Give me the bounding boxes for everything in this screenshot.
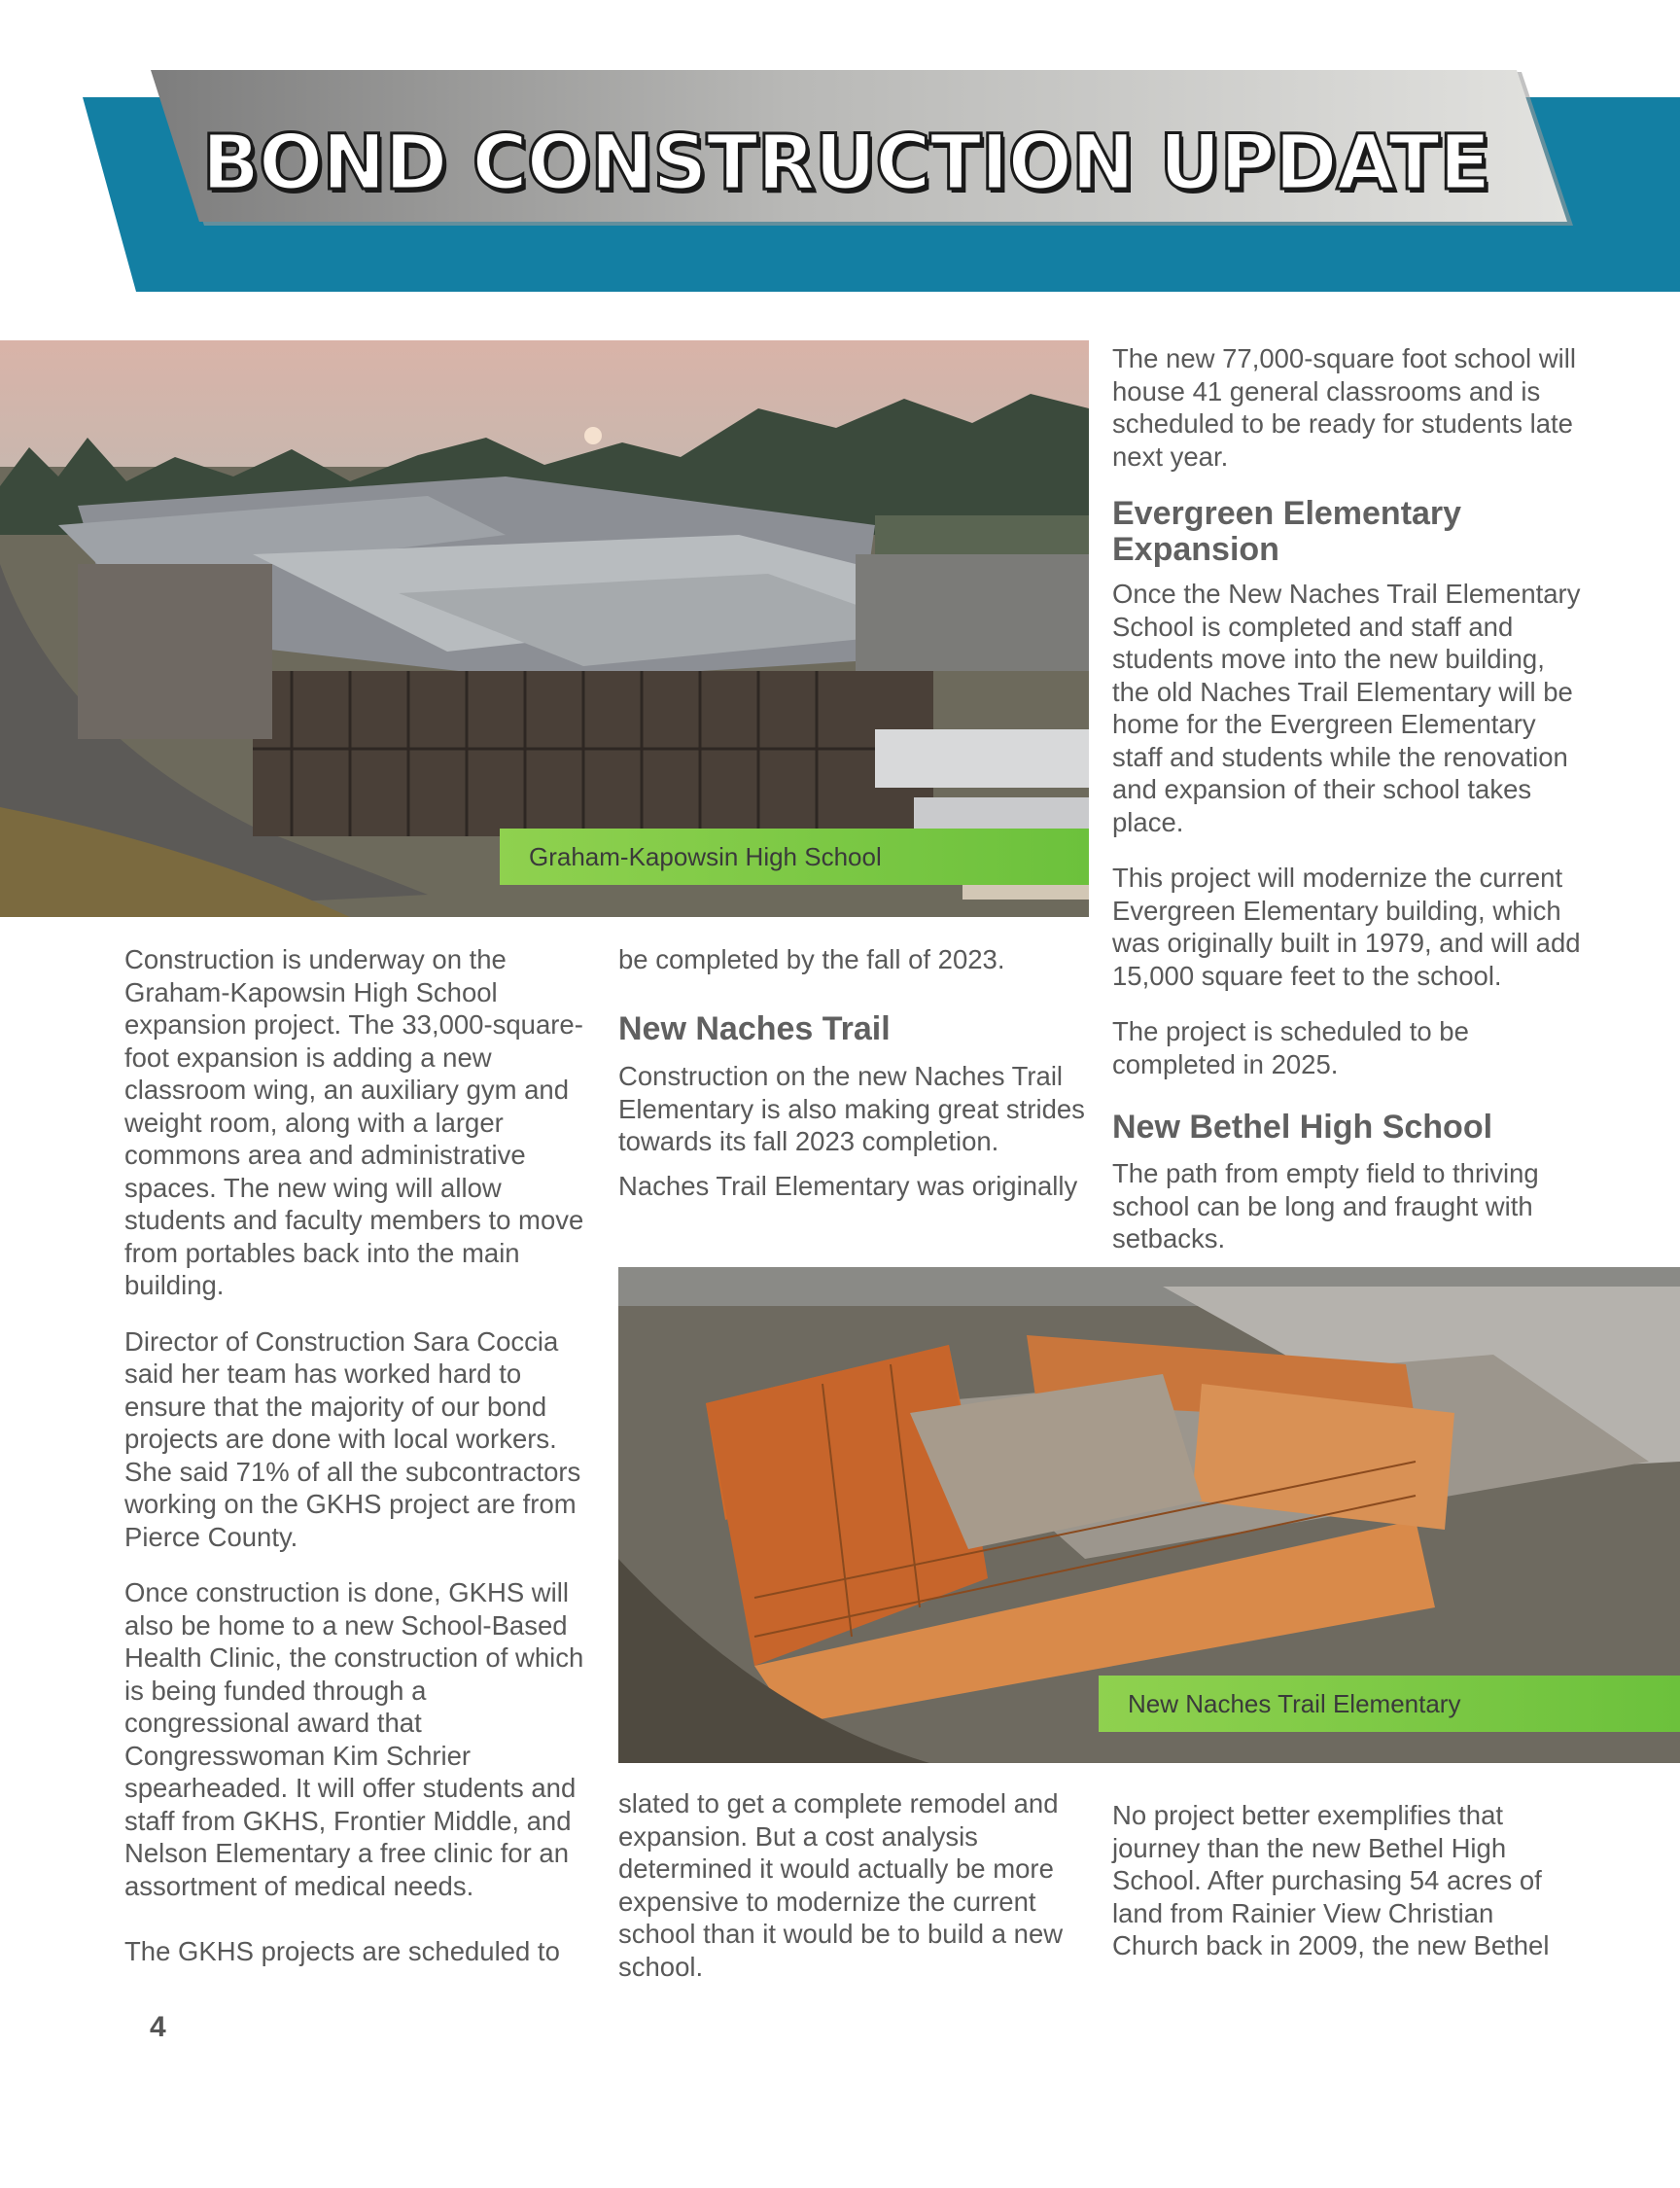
bethel-paragraph-2: No project better exemplifies that journey than the new Bethel High School. After purchasing 54 acres of land from Rainier View Christian Church back in 2009, the new Bethel xyxy=(1112,1800,1550,1960)
bethel-heading: New Bethel High School xyxy=(1112,1109,1493,1146)
column-3-bethel xyxy=(1112,1157,1583,1279)
evergreen-paragraph-3: The project is scheduled to be completed in 2025. xyxy=(1112,1016,1469,1079)
bethel-paragraph-1: The path from empty field to thriving school can be long and fraught with setbacks. xyxy=(1112,1158,1539,1253)
bethel-intro-paragraph: The new 77,000-square foot school will house 41 general classrooms and is scheduled to be ready for students late next year. xyxy=(1112,343,1576,472)
evergreen-paragraph-1: Once the New Naches Trail Elementary School is completed and staff and students move into the new building, the old Naches Trail Elementary will be home for the Evergreen Elementary staff and students while the renovation and expansion of their school takes place. xyxy=(1112,579,1581,837)
column-3-evergreen xyxy=(1112,578,1583,1104)
column-1 xyxy=(124,943,593,1992)
gkhs-paragraph-3: Once construction is done, GKHS will also be home to a new School-Based Health Clinic, the construction of which is being funded through a congressional award that Congresswoman Kim Schrier spearheaded. It will offer students and staff from GKHS, Frontier Middle, and Nelson Elementary a free clinic for an assortment of medical needs. xyxy=(124,1577,584,1901)
evergreen-paragraph-2: This project will modernize the current Evergreen Elementary building, which was originally built in 1979, and will add 15,000 square feet to the school. xyxy=(1112,863,1581,991)
naches-paragraph-2: Naches Trail Elementary was originally xyxy=(618,1170,1078,1201)
gkhs-photo-caption: Graham-Kapowsin High School xyxy=(500,829,1089,885)
page-title: BOND CONSTRUCTION UPDATE xyxy=(201,120,1490,207)
page-number: 4 xyxy=(150,2011,166,2043)
gkhs-paragraph-2: Director of Construction Sara Coccia said her team has worked hard to ensure that the majority of our bond projects are done with local workers. She said 71% of all the subcontractors working on the GKHS project are from Pierce County. xyxy=(124,1325,581,1552)
gkhs-paragraph-continued: be completed by the fall of 2023. xyxy=(618,944,1005,974)
column-2-middle xyxy=(618,1060,1099,1225)
evergreen-heading: Evergreen Elementary Expansion xyxy=(1112,495,1462,568)
column-2-bottom xyxy=(618,1787,1099,2006)
naches-paragraph-1: Construction on the new Naches Trail Elementary is also making great strides towards its fall 2023 completion. xyxy=(618,1061,1085,1156)
column-3-top xyxy=(1112,342,1583,496)
naches-trail-heading: New Naches Trail xyxy=(618,1010,891,1047)
column-2-top xyxy=(618,943,1099,1000)
header-banner xyxy=(0,0,1680,311)
column-3-bottom xyxy=(1112,1799,1583,1986)
naches-paragraph-3: slated to get a complete remodel and expansion. But a cost analysis determined it would actually be more expensive to modernize the current school than it would be to build a new school. xyxy=(618,1788,1064,1982)
gkhs-paragraph-4: The GKHS projects are scheduled to xyxy=(124,1936,560,1966)
gkhs-paragraph-1: Construction is underway on the Graham-Kapowsin High School expansion project. The 33,000-square-foot expansion is adding a new classroom wing, an auxiliary gym and weight room, along with a larger commons area and administrative spaces. The new wing will allow students and faculty members to move from portables back into the main building. xyxy=(124,944,584,1300)
naches-photo-caption: New Naches Trail Elementary xyxy=(1099,1676,1680,1732)
